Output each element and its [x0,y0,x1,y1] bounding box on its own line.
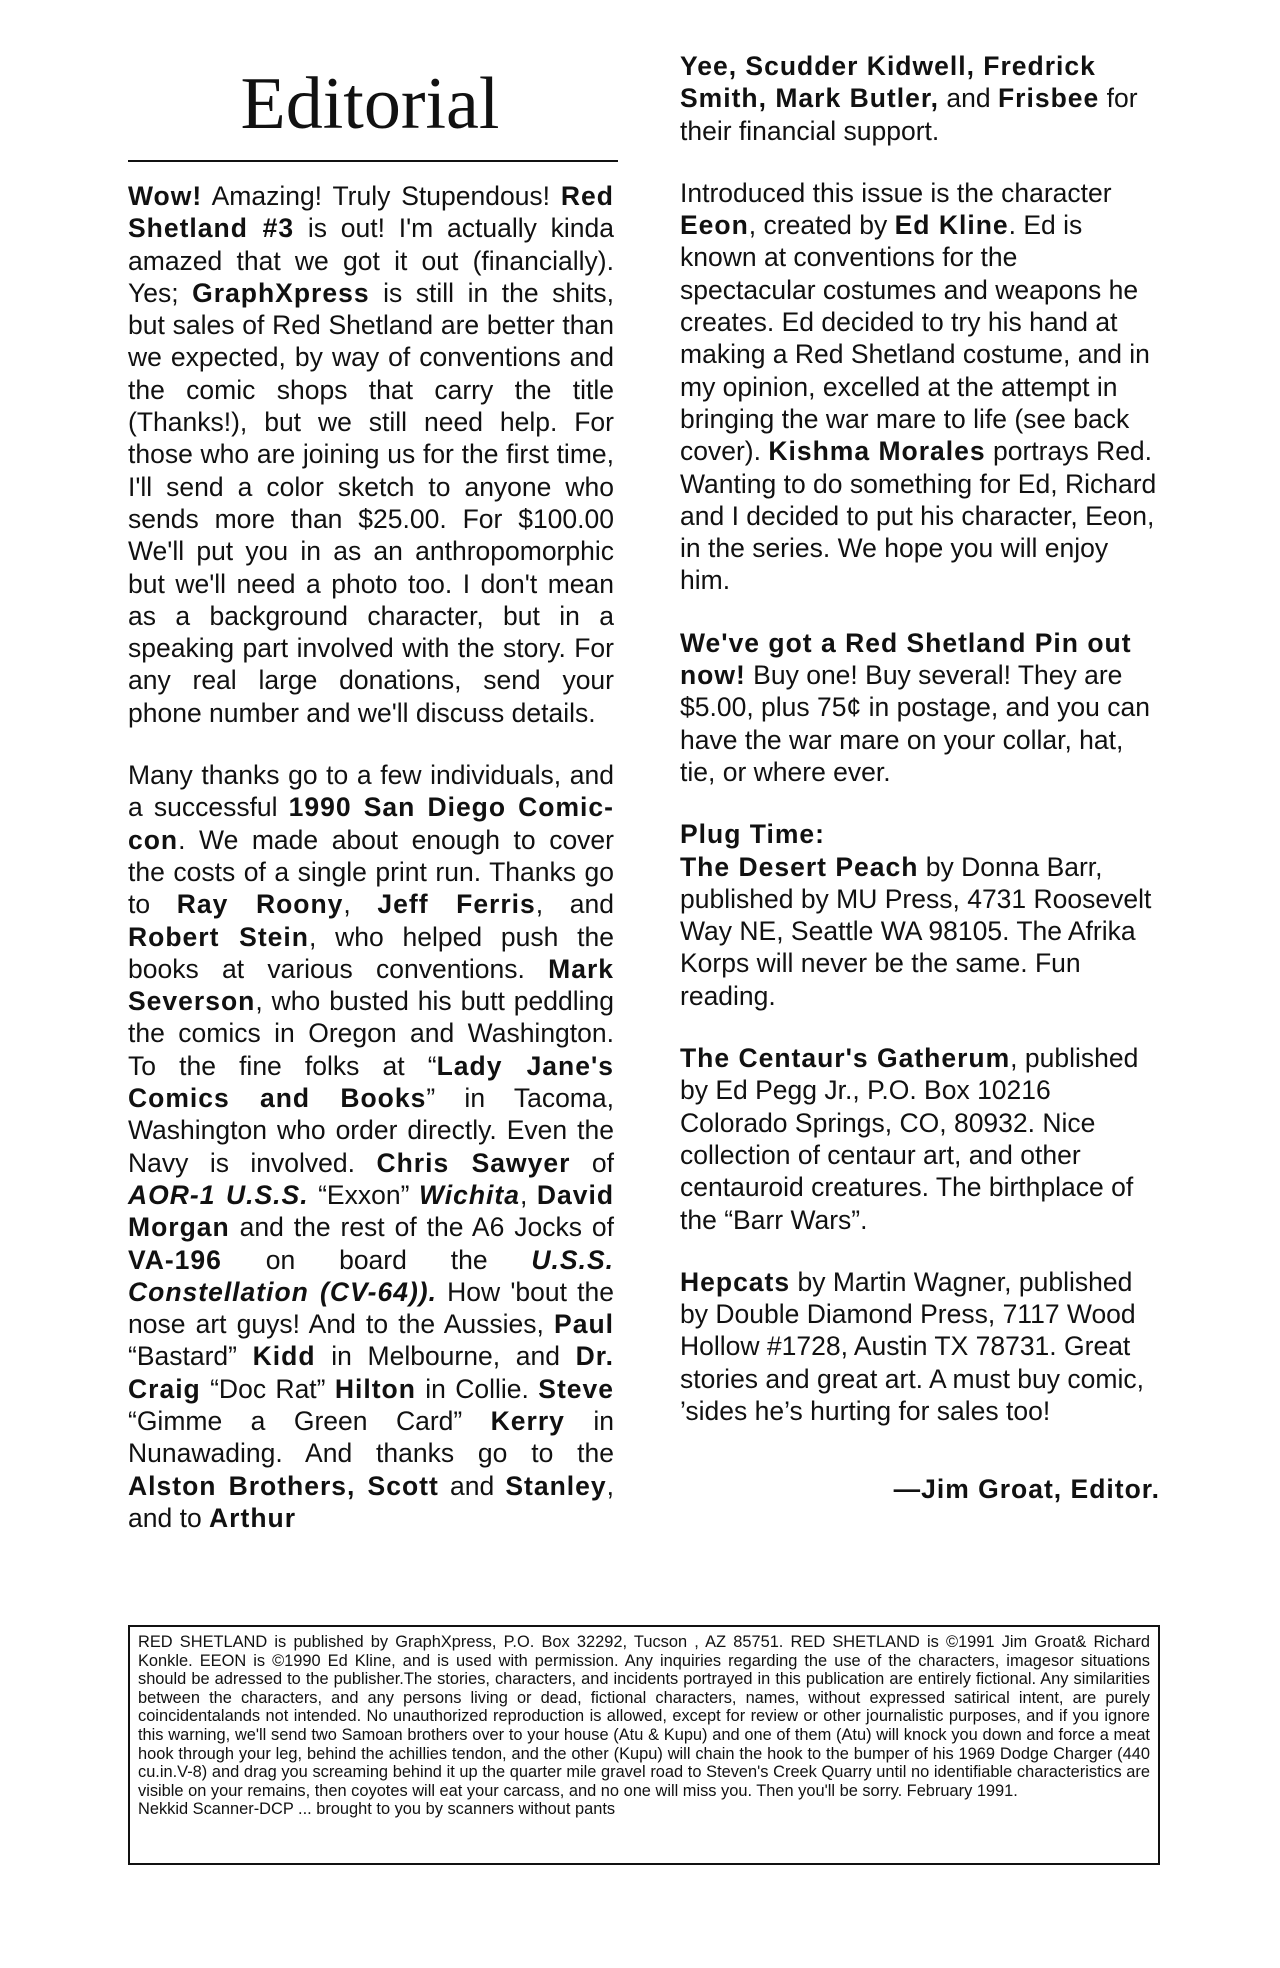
person-names: Yee, Scudder Kidwell, Fredrick Smith, Mark Butler, [680,51,1096,114]
publisher-name: GraphXpress [192,277,370,308]
text-run: for their financial support. [680,83,1138,146]
person-name: Mark Severson [128,953,614,1017]
text-run: and the rest of the A6 Jocks of [229,1212,614,1243]
person-name: Jeff Ferris [377,889,536,920]
person-name: Alston Brothers, Scott [128,1470,439,1501]
person-name: Dr. Craig [128,1341,614,1404]
person-name: Kishma Morales [768,436,986,467]
text-run: . Ed is known at conventions for the spectacular costumes and weapons he creates. Ed decided to try his hand at making a Red Shetland costume, and in my opinion, excelled at the attempt in bringing the war mare to life (see back cover). [680,210,1150,467]
supporters-paragraph [680,50,1160,147]
ship-name: AOR-1 U.S.S. [128,1179,309,1210]
shop-name: Lady Jane's Comics and Books [128,1050,615,1114]
ship-name: Wichita [418,1179,520,1210]
plug-heading: Plug Time: [680,819,825,850]
person-name: Steve [538,1373,614,1404]
person-name: Robert Stein [128,921,309,952]
person-name: Frisbee [997,83,1100,114]
person-name: David Morgan [128,1179,615,1243]
comic-title: The Desert Peach [680,851,919,882]
text-run: is still in the shits, but sales of Red Shetland are better than we expected, by way of conventions and the comic shops that carry the title (Thanks!), but we still need help. For those who are joining us for the first time, I'll send a color sketch to anyone who sends more than $25.00. For $100.00 We'll put you in as an anthropomorphic but we'll need a photo too. I don't mean as a background character, but in a speaking part involved with the story. For any real large donations, send your phone number and we'll discuss details. [128,277,614,728]
text-run: , who helped push the books at various conventions. [128,921,614,984]
editor-signature: —Jim Groat, Editor. [893,1474,1160,1505]
text-run: ” in Tacoma, Washington who order directly. Even the Navy is involved. [128,1083,614,1178]
text-run: How 'bout the nose art guys! And to the Aussies, [128,1276,614,1340]
text-run: , [343,889,378,920]
text-run: “Bastard” [128,1341,253,1372]
text-run: by Martin Wagner, published by Double Diamond Press, 7117 Wood Hollow #1728, Austin TX 78731. Great stories and great art. A must buy comic, ’sides he’s hurting for sales too! [680,1266,1144,1426]
person-name: Ed Kline [894,210,1009,241]
text-run: , published by Ed Pegg Jr., P.O. Box 10216 Colorado Springs, CO, 80932. Nice collection of centaur art, and other centauroid creatures. The birthplace of the “Barr Wars”. [680,1043,1139,1235]
right-column [680,50,1160,1506]
text-run: , and to [128,1470,614,1533]
page-title: Editorial [240,63,500,145]
hepcats-paragraph [680,1266,1160,1427]
person-name: Ray Roony [176,889,344,920]
text-run: “Exxon” [308,1179,419,1210]
text-run: by Donna Barr, published by MU Press, 4731 Roosevelt Way NE, Seattle WA 98105. The Afrika Korps will never be the same. Fun reading. [680,851,1152,1011]
text-run: . We made about enough to cover the costs of a single print run. Thanks go to [128,824,614,920]
text-run: , and [535,889,614,920]
text-run: “Gimme a Green Card” [128,1405,491,1436]
eeon-paragraph [680,177,1160,597]
scanner-credit: Nekkid Scanner-DCP ... brought to you by scanners without pants [138,1800,616,1819]
pin-paragraph [680,627,1160,788]
text-run: and [438,1470,506,1501]
plug-paragraph [680,818,1160,1012]
indicia-text: RED SHETLAND is published by GraphXpress, P.O. Box 32292, Tucson , AZ 85751. RED SHETLAND is ©1991 Jim Groat& Richard Konkle. EEON is ©1990 Ed Kline, and is used with permission. Any inquiries regarding the use of the characters, imagesor situations should be adressed to the publisher.The stories, characters, and incidents portrayed in this publication are entirely fictional. Any similarities between the characters, and any persons living or dead, fictional characters, names, without expressed satirical intent, are purely coincidentalands not intended. No unauthorized reproduction is allowed, except for review or other journalistic purposes, and if you ignore this warning, we'll send two Samoan brothers over to your house (Atu & Kupu) and one of them (Atu) will knock you down and force a meat hook through your leg, behind the achillies tendon, and the other (Kupu) will chain the hook to the bumper of his 1969 Dodge Charger (440 cu.in.V-8) and drag you screaming behind it up the quarter mile gravel road to Steven's Creek Quarry until no identifiable characteristics are visible on your remains, then coyotes will eat your carcass, and no one will miss you. Then you'll be sorry. February 1991. [138,1633,1150,1800]
text-run: in Melbourne, and [315,1341,576,1372]
text-run: Many thanks go to a few individuals, and a successful [128,760,614,823]
text-run: is out! I'm actually kinda amazed that we got it out (financially). Yes; [128,213,614,308]
pin-heading: We've got a Red Shetland Pin out now! [680,627,1132,691]
ship-name: U.S.S. Constellation (CV-64)). [128,1244,614,1307]
person-name: Paul [554,1309,614,1340]
text-run: Introduced this issue is the character [680,177,1112,208]
text-run: Amazing! Truly Stupendous! [202,181,561,211]
character-name: Eeon [680,210,749,241]
person-name: Stanley [505,1470,607,1501]
emphasis: 1990 San Diego Comic-con [128,792,614,855]
text-run: in Collie. [415,1373,539,1404]
comic-title: Hepcats [680,1266,791,1297]
text-run: portrays Red. Wanting to do something for Ed, Richard and I decided to put his character, Eeon, in the series. We hope you will enjoy him. [680,436,1157,596]
title-rule [128,160,618,162]
indicia-box [128,1625,1160,1865]
person-name: Kidd [252,1341,316,1372]
wow-text: Wow! [128,181,203,211]
text-run: Buy one! Buy several! They are $5.00, plus 75¢ in postage, and you can have the war mare on your collar, hat, tie, or where ever. [680,660,1150,787]
person-name: Chris Sawyer [376,1147,571,1178]
squadron-name: VA-196 [128,1244,222,1275]
text-run: “Doc Rat” [200,1373,335,1404]
left-column [128,180,614,1564]
person-name: Hilton [334,1373,416,1404]
person-name: Arthur [209,1502,297,1533]
text-run: in Nunawading. And thanks go to the [128,1405,614,1469]
text-run: , [519,1179,537,1210]
intro-paragraph [128,180,614,729]
text-run: , who busted his butt peddling the comics in Oregon and Washington. To the fine folks at “ [128,986,614,1081]
text-run: , created by [748,210,895,241]
comic-title: The Centaur's Gatherum [680,1043,1011,1074]
text-run: of [570,1147,614,1178]
text-run: on board the [221,1244,532,1275]
text-run: and [939,83,998,114]
thanks-paragraph [128,759,614,1534]
issue-name: Red Shetland #3 [128,181,614,244]
person-name: Kerry [490,1405,565,1436]
centaur-paragraph [680,1042,1160,1236]
